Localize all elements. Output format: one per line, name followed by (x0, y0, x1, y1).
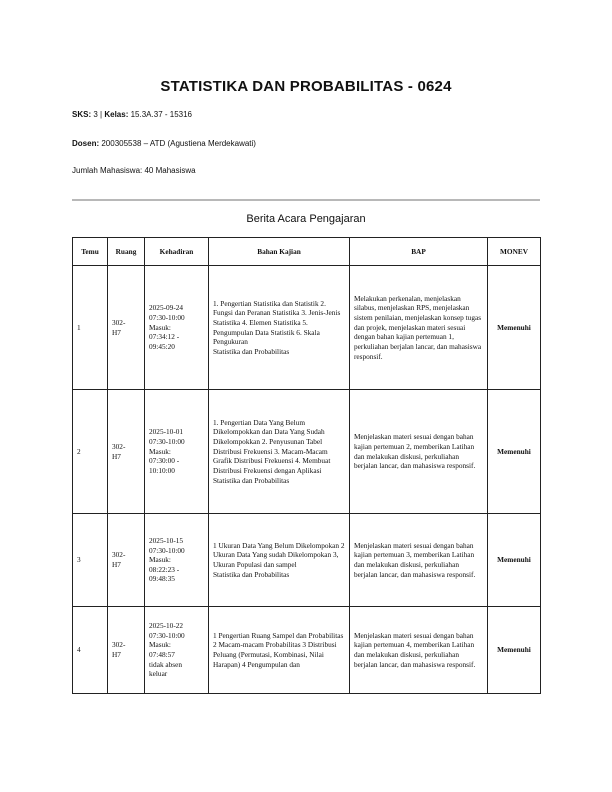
table-row (73, 514, 541, 607)
table-header-row (73, 238, 541, 266)
table-row (73, 607, 541, 694)
temu-value: 4 (77, 645, 81, 655)
ruang-value: 302- H7 (112, 441, 126, 461)
cell-ruang (108, 266, 145, 390)
cell-bahan-kajian (209, 390, 350, 514)
kelas-label: Kelas: (104, 110, 129, 119)
monev-value: Memenuhi (497, 555, 531, 565)
cell-kehadiran (145, 266, 209, 390)
cell-temu (73, 266, 108, 390)
header-temu: Temu (73, 238, 108, 266)
temu-value: 2 (77, 446, 81, 456)
kelas-value: 15.3A.37 - 15316 (130, 110, 192, 119)
cell-bap (350, 390, 488, 514)
header-bahan-kajian: Bahan Kajian (209, 238, 350, 266)
cell-bap (350, 514, 488, 607)
bap-value: Menjelaskan materi sesuai dengan bahan kajian pertemuan 4, memberikan Latihan dan melakukan diskusi, perkuliahan berjalan lancar, dan mahasiswa responsif. (354, 630, 476, 669)
cell-ruang (108, 390, 145, 514)
bap-value: Melakukan perkenalan, menjelaskan silabus, menjelaskan RPS, menjelaskan sistem penilaian, menjelaskan konsep tugas dan projek, menjelaskan materi sesuai dengan bahan kajian pertemuan 1, perkuliahan berjalan lancar, dan mahasiswa responsif. (354, 293, 482, 361)
monev-value: Memenuhi (497, 446, 531, 456)
cell-kehadiran (145, 514, 209, 607)
temu-value: 3 (77, 555, 81, 565)
header-ruang: Ruang (108, 238, 145, 266)
section-title: Berita Acara Pengajaran (246, 213, 366, 225)
cell-kehadiran (145, 607, 209, 694)
cell-temu (73, 390, 108, 514)
cell-bahan-kajian (209, 266, 350, 390)
bap-value: Menjelaskan materi sesuai dengan bahan kajian pertemuan 3, memberikan Latihan dan melakukan diskusi, perkuliahan berjalan lancar, dan mahasiswa responsif. (354, 540, 476, 579)
ruang-value: 302- H7 (112, 317, 126, 337)
dosen-line (72, 139, 256, 148)
monev-value: Memenuhi (497, 645, 531, 655)
cell-monev (488, 266, 541, 390)
kehadiran-value: 2025-10-22 07:30-10:00 Masuk: 07:48:57 tidak absen keluar (149, 621, 185, 679)
bahan-kajian-value: 1 Ukuran Data Yang Belum Dikelompokan 2 Ukuran Data Yang sudah Dikelompokan 3, Ukuran Populasi dan sampel Statistika dan Probabilitas (213, 540, 345, 579)
document-title: STATISTIKA DAN PROBABILITAS - 0624 (160, 78, 452, 95)
dosen-value: 200305538 – ATD (Agustiena Merdekawati) (101, 139, 256, 148)
kehadiran-value: 2025-10-01 07:30-10:00 Masuk: 07:30:00 - 10:10:00 (149, 427, 185, 475)
sks-kelas-line (72, 110, 192, 119)
cell-monev (488, 607, 541, 694)
sks-label: SKS: (72, 110, 92, 119)
cell-temu (73, 514, 108, 607)
header-bap: BAP (350, 238, 488, 266)
cell-ruang (108, 607, 145, 694)
sks-value: 3 (93, 110, 98, 119)
table-row (73, 390, 541, 514)
cell-monev (488, 514, 541, 607)
cell-bap (350, 266, 488, 390)
header-monev: MONEV (488, 238, 541, 266)
dosen-label: Dosen: (72, 139, 100, 148)
cell-kehadiran (145, 390, 209, 514)
bahan-kajian-value: 1 Pengertian Ruang Sampel dan Probabilitas 2 Macam-macam Probabilitas 3 Distribusi Peluang (Permutasi, Kombinasi, Nilai Harapan) 4 Pengumpulan dan (213, 630, 344, 669)
cell-bahan-kajian (209, 514, 350, 607)
bahan-kajian-value: 1. Pengertian Data Yang Belum Dikelompokkan dan Data Yang Sudah Dikelompokkan 2. Penyusunan Tabel Distribusi Frekuensi 3. Macam-Macam Grafik Distribusi Frekuensi 4. Membuat Distribusi Frekuensi dengan Aplikasi Statistika dan Probabilitas (213, 417, 331, 485)
kehadiran-value: 2025-09-24 07:30-10:00 Masuk: 07:34:12 - 09:45:20 (149, 303, 185, 351)
monev-value: Memenuhi (497, 322, 531, 332)
berita-acara-table (72, 237, 541, 694)
cell-bahan-kajian (209, 607, 350, 694)
cell-ruang (108, 514, 145, 607)
bahan-kajian-value: 1. Pengertian Statistika dan Statistik 2. Fungsi dan Peranan Statistika 3. Jenis-Jenis Statistika 4. Elemen Statistika 5. Pengumpulan Data Statistik 6. Skala Pengukuran Statistika dan Probabilitas (213, 298, 341, 356)
meta-separator: | (100, 110, 103, 119)
ruang-value: 302- H7 (112, 550, 126, 569)
jumlah-mahasiswa: Jumlah Mahasiswa: 40 Mahasiswa (72, 166, 196, 175)
divider (72, 199, 540, 201)
cell-temu (73, 607, 108, 694)
kehadiran-value: 2025-10-15 07:30-10:00 Masuk: 08:22:23 - 09:48:35 (149, 535, 185, 584)
table-row (73, 266, 541, 390)
header-kehadiran: Kehadiran (145, 238, 209, 266)
cell-bap (350, 607, 488, 694)
cell-monev (488, 390, 541, 514)
ruang-value: 302- H7 (112, 640, 126, 659)
temu-value: 1 (77, 322, 81, 332)
bap-value: Menjelaskan materi sesuai dengan bahan kajian pertemuan 2, memberikan Latihan dan melakukan diskusi, perkuliahan berjalan lancar, dan mahasiswa responsif. (354, 432, 476, 471)
